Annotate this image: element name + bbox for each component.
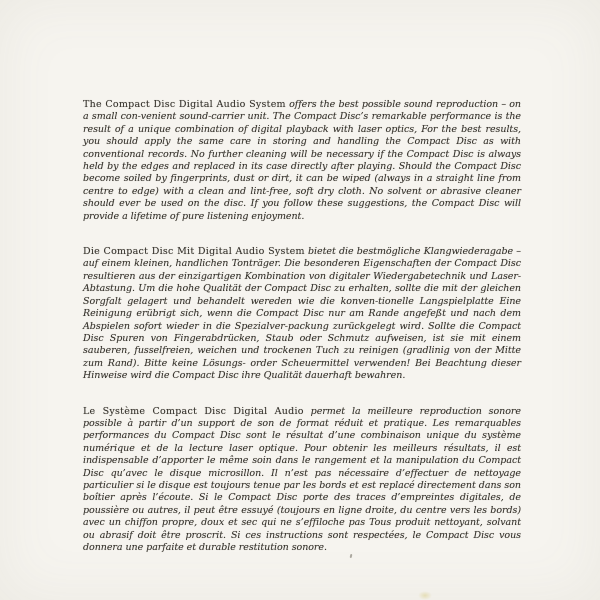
scan-smudge	[418, 591, 432, 600]
text-block	[83, 99, 521, 577]
paragraph-english	[83, 99, 521, 223]
paragraph-german	[83, 246, 521, 382]
english-lead-in: The Compact Disc Digital Audio System	[83, 99, 286, 110]
paragraph-french	[83, 406, 521, 555]
english-body-text: offers the best possible sound reproduction – on a small con-venient sound-carrier unit. The Compact Disc’s remarkable performance is the result of a unique combination of digital playback with laser optics, For the best results, you should apply the same care in storing and handling the Compact Disc as with conventional records. No further cleaning will be necessary if the Compact Disc is always held by the edges and replaced in its case directly after playing. Should the Compact Disc become soiled by fingerprints, dust or dirt, it can be wiped (always in a straight line from centre to edge) with a clean and lint-free, soft dry cloth. No solvent or abrasive cleaner should ever be used on the disc. If you follow these suggestions, the Compact Disc will provide a lifetime of pure listening enjoyment.	[83, 99, 521, 222]
german-lead-in: Die Compact Disc Mit Digital Audio System	[83, 246, 305, 258]
french-body-text: permet la meilleure reproduction sonore possible à partir d’un support de son de format réduit et pratique. Les remarquables performances du Compact Disc sont le résultat d’une combinaison unique du système numérique et de la lecture laser optique. Pour obtenir les meilleurs résultats, il est indispensable d’apporter le même soin dans le rangement et la manipulation du Compact Disc qu’avec le disque microsillon. Il n’est pas nécessaire d’effectuer de nettoyage particulier si le disque est toujours tenue par les bords et est replacé directement dans son boîtier après l’écoute. Si le Compact Disc porte des traces d’empreintes digitales, de poussière ou autres, il peut être essuyé (toujours en ligne droite, du centre vers les bords) avec un chiffon propre, doux et sec qui ne s’effiloche pas Tous produit nettoyant, solvant ou abrasif doit être proscrit. Si ces instructions sont respectées, le Compact Disc vous donnera une parfaite et durable restitution sonore.	[83, 405, 521, 553]
french-lead-in: Le Système Compact Disc Digital Audio	[83, 405, 304, 417]
german-body-text: bietet die bestmögliche Klangwiederagabe – auf einem kleinen, handlichen Tonträger. Die besonderen Eigenschaften der Compact Disc resultieren aus der einzigartigen Kombination von digitaler Wiedergabetechnik und Laser-Abtastung. Um die hohe Qualität der Compact Disc zu erhalten, sollte die mit der gleichen Sorgfalt gelagert und behandelt wereden wie die konven-tionelle Langspielplatte Eine Reinigung erübrigt sich, wenn die Compact Disc nur am Rande angefeßt und nach dem Abspielen sofort wieder in die Spezialver-packung zurückgelegt wird. Sollte die Compact Disc Spuren von Fingerabdrücken, Staub oder Schmutz aufweisen, ist sie mit einem sauberen, fusselfreien, weichen und trockenen Tuch zu reinigen (gradlinig von der Mitte zum Rand). Bitte keine Lösungs- order Scheuermittel verwenden! Bei Beachtung dieser Hinweise wird die Compact Disc ihre Qualität dauerhaft bewahren.	[83, 246, 521, 382]
